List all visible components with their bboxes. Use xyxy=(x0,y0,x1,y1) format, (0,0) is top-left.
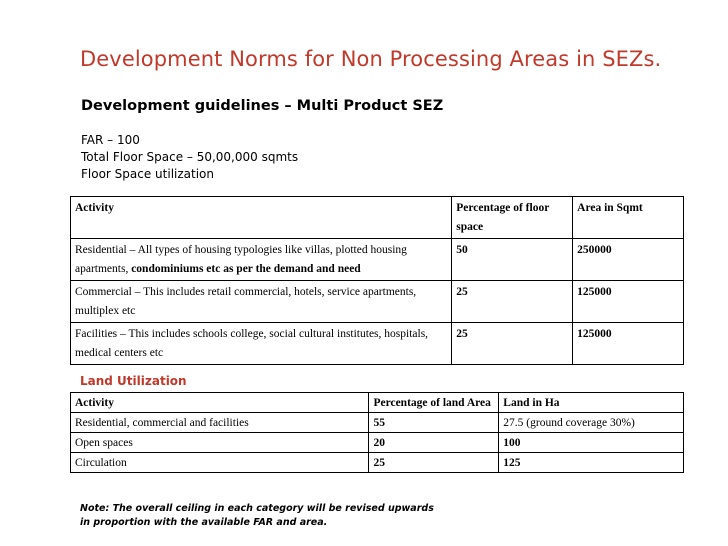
area-cell: 125000 xyxy=(573,323,684,365)
table-row xyxy=(71,413,684,433)
table-row xyxy=(71,239,684,281)
activity-cell xyxy=(71,323,452,365)
column-header-activity: Activity xyxy=(71,393,369,413)
far-value: FAR – 100 xyxy=(81,133,140,147)
column-header-percentage: Percentage of land Area xyxy=(369,393,499,413)
activity-cell: Open spaces xyxy=(71,433,369,453)
area-cell: 125000 xyxy=(573,281,684,323)
activity-text: Residential – All types of housing typologies like villas, plotted housing apartments, xyxy=(75,244,407,275)
footnote: Note: The overall ceiling in each category will be revised upwards in proportion with the available FAR and area. xyxy=(80,503,434,528)
percentage-cell: 50 xyxy=(452,239,573,281)
column-header-land: Land in Ha xyxy=(499,393,684,413)
land-utilization-table xyxy=(70,392,684,473)
table-row xyxy=(71,433,684,453)
percentage-cell: 25 xyxy=(452,281,573,323)
page-title: Development Norms for Non Processing Areas in SEZs. xyxy=(80,47,662,71)
percentage-cell: 25 xyxy=(452,323,573,365)
table-header-row xyxy=(71,197,684,239)
area-cell: 250000 xyxy=(573,239,684,281)
column-header-percentage: Percentage of floor space xyxy=(452,197,573,239)
floor-space-table xyxy=(70,196,684,365)
percentage-cell: 25 xyxy=(369,453,499,473)
floor-space-utilization-label: Floor Space utilization xyxy=(81,167,215,181)
activity-cell: Residential, commercial and facilities xyxy=(71,413,369,433)
activity-text: Commercial – This includes retail commercial, hotels, service apartments, multiplex etc xyxy=(75,286,417,317)
percentage-cell: 20 xyxy=(369,433,499,453)
land-cell: 125 xyxy=(499,453,684,473)
column-header-area: Area in Sqmt xyxy=(573,197,684,239)
table-row xyxy=(71,453,684,473)
land-utilization-heading: Land Utilization xyxy=(80,374,187,388)
activity-cell xyxy=(71,281,452,323)
land-cell: 100 xyxy=(499,433,684,453)
activity-text: Facilities – This includes schools college, social cultural institutes, hospitals, medical centers etc xyxy=(75,328,429,359)
percentage-cell: 55 xyxy=(369,413,499,433)
activity-cell: Circulation xyxy=(71,453,369,473)
total-floor-space: Total Floor Space – 50,00,000 sqmts xyxy=(81,150,299,164)
column-header-activity: Activity xyxy=(71,197,452,239)
activity-bold-text: condominiums etc as per the demand and need xyxy=(131,263,361,275)
table-row xyxy=(71,323,684,365)
land-cell: 27.5 (ground coverage 30%) xyxy=(499,413,684,433)
table-header-row xyxy=(71,393,684,413)
section-subtitle: Development guidelines – Multi Product SEZ xyxy=(81,98,444,114)
table-row xyxy=(71,281,684,323)
floor-space-summary xyxy=(81,132,298,183)
activity-cell xyxy=(71,239,452,281)
